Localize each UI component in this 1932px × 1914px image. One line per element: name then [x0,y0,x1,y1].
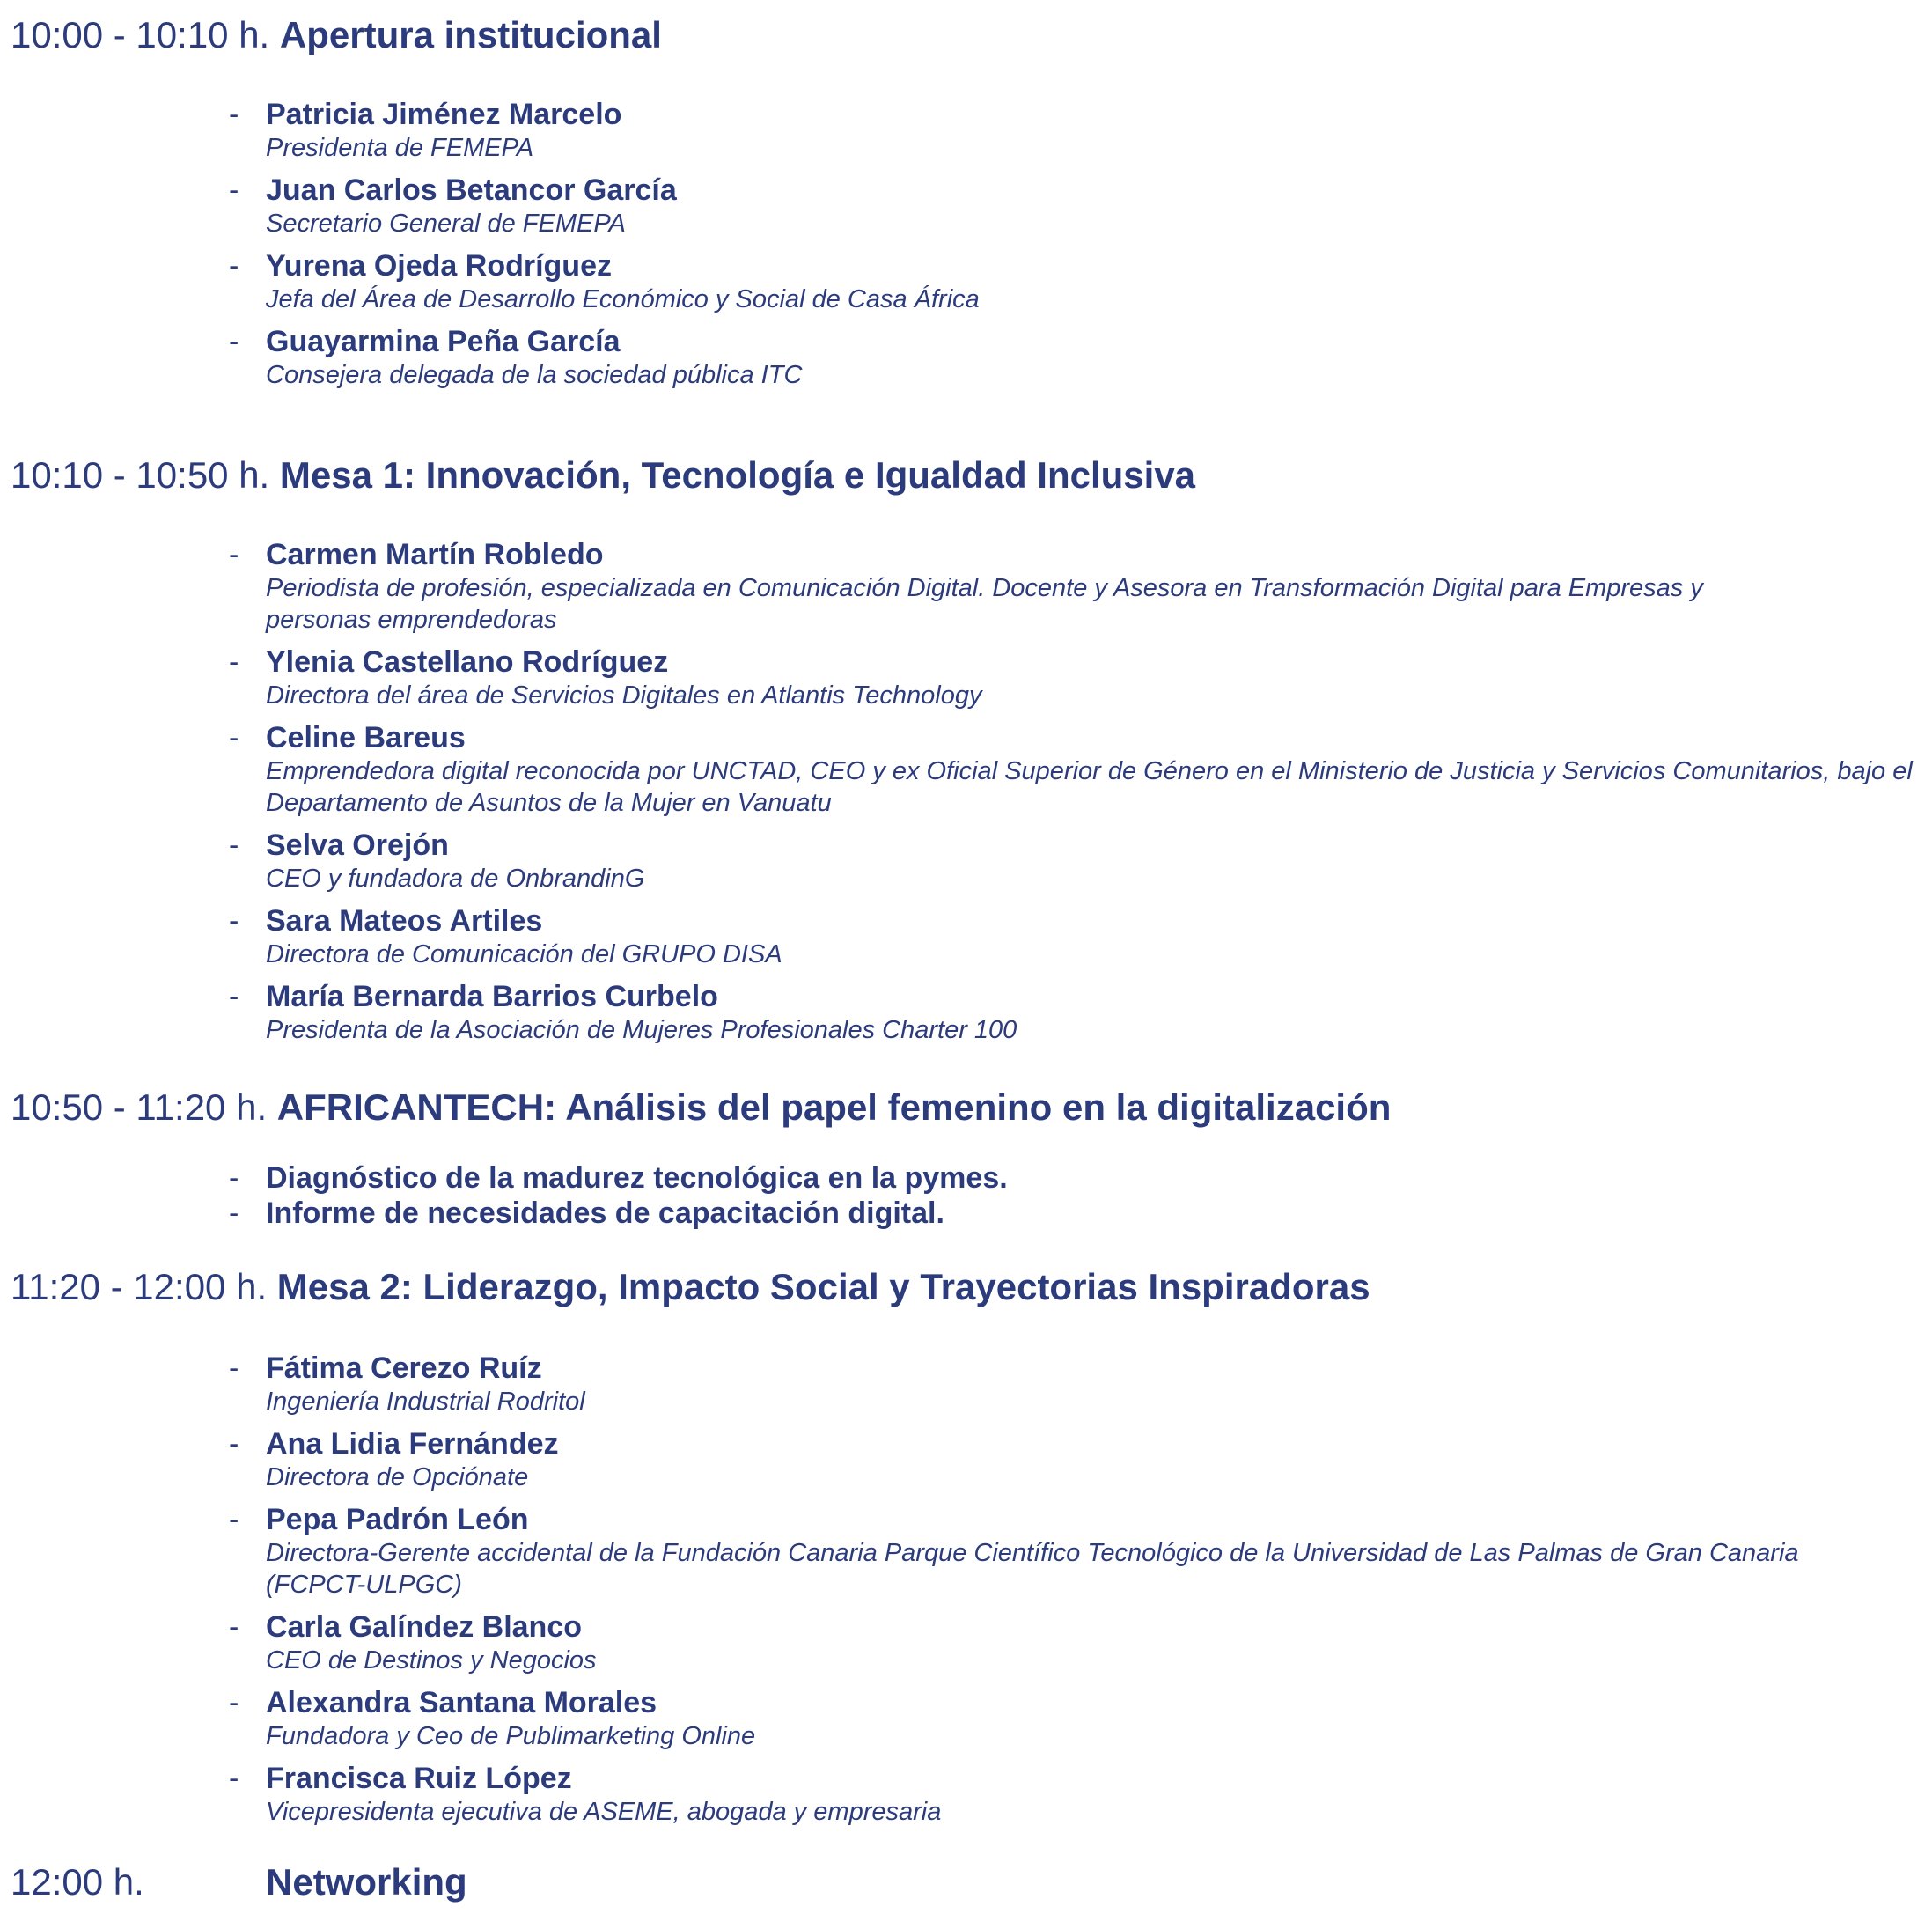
topic-list [229,1160,1901,1231]
speaker-name: Alexandra Santana Morales [266,1686,657,1719]
topic-text: Diagnóstico de la madurez tecnológica en la pymes. [266,1161,1008,1195]
speaker-item [229,1685,1919,1761]
speaker-name: Patricia Jiménez Marcelo [266,98,622,131]
speaker-role: Jefa del Área de Desarrollo Económico y Social de Casa África [266,285,980,313]
session-time: 10:10 - 10:50 h. [11,454,270,496]
topic-item [229,1160,1901,1196]
dash-bullet: - [229,1686,239,1719]
speaker-name: Carla Galíndez Blanco [266,1610,582,1644]
speaker-name: Guayarmina Peña García [266,325,621,358]
speaker-item [229,248,1901,324]
speaker-list [229,1351,1919,1837]
topic-text: Informe de necesidades de capacitación digital. [266,1196,944,1230]
dash-bullet: - [229,904,239,938]
speaker-item [229,979,1919,1055]
speaker-role: Ingeniería Industrial Rodritol [266,1388,585,1416]
dash-bullet: - [229,325,239,358]
speaker-item [229,1502,1919,1609]
speaker-role: Fundadora y Ceo de Publimarketing Online [266,1722,756,1750]
speaker-name: Francisca Ruiz López [266,1762,572,1795]
speaker-role: Emprendedora digital reconocida por UNCTAD, CEO y ex Oficial Superior de Género en el Ministerio de Justicia y Servicios Comunitarios, bajo el Departamento de Asuntos de la Mujer en Vanuatu [266,757,1913,817]
speaker-role: Secretario General de FEMEPA [266,210,626,238]
speaker-item [229,537,1919,644]
speaker-item [229,720,1919,828]
speaker-item [229,173,1901,248]
speaker-name: Carmen Martín Robledo [266,538,604,571]
speaker-item [229,97,1901,173]
speaker-name: Sara Mateos Artiles [266,904,543,938]
speaker-item [229,1609,1919,1685]
session-heading [11,12,662,58]
speaker-role: Vicepresidenta ejecutiva de ASEME, abogada y empresaria [266,1798,942,1826]
dash-bullet: - [229,1427,239,1461]
speaker-name: Pepa Padrón León [266,1503,529,1536]
speaker-item [229,644,1919,720]
session-time: 11:20 - 12:00 h. [11,1266,268,1307]
speaker-role: Presidenta de la Asociación de Mujeres Profesionales Charter 100 [266,1016,1017,1044]
session-title: Apertura institucional [279,14,662,55]
speaker-item [229,903,1919,979]
speaker-name: Fátima Cerezo Ruíz [266,1351,542,1385]
dash-bullet: - [229,1762,239,1795]
speaker-name: María Bernarda Barrios Curbelo [266,980,718,1013]
speaker-item [229,828,1919,903]
speaker-role: Directora del área de Servicios Digitales en Atlantis Technology [266,681,982,710]
speaker-item [229,1761,1919,1837]
dash-bullet: - [229,173,239,207]
speaker-role: Directora de Opciónate [266,1463,529,1491]
dash-bullet: - [229,721,239,755]
speaker-item [229,1426,1919,1502]
session-heading [11,453,1195,498]
dash-bullet: - [229,249,239,283]
session-time: 10:00 - 10:10 h. [11,14,270,55]
speaker-list [229,537,1919,1055]
dash-bullet: - [229,1503,239,1536]
speaker-name: Ana Lidia Fernández [266,1427,559,1461]
speaker-name: Yurena Ojeda Rodríguez [266,249,612,283]
dash-bullet: - [229,1161,239,1195]
speaker-role: CEO y fundadora de OnbrandinG [266,865,645,893]
session-heading-title [266,1859,467,1905]
dash-bullet: - [229,98,239,131]
session-title: Networking [266,1861,467,1903]
session-title: Mesa 1: Innovación, Tecnología e Igualdad Inclusiva [279,454,1196,496]
speaker-role: Periodista de profesión, especializada en Comunicación Digital. Docente y Asesora en Transformación Digital para Empresas y personas emprendedoras [266,574,1703,634]
speaker-item [229,324,1901,400]
speaker-name: Ylenia Castellano Rodríguez [266,645,669,679]
topic-item [229,1196,1901,1231]
dash-bullet: - [229,980,239,1013]
session-heading [11,1859,144,1905]
speaker-role: Directora-Gerente accidental de la Fundación Canaria Parque Científico Tecnológico de la Universidad de Las Palmas de Gran Canaria (FCPCT-ULPGC) [266,1539,1799,1599]
dash-bullet: - [229,1610,239,1644]
dash-bullet: - [229,1196,239,1230]
session-time: 12:00 h. [11,1861,144,1903]
speaker-item [229,1351,1919,1426]
speaker-role: Consejera delegada de la sociedad pública ITC [266,361,803,389]
speaker-role: CEO de Destinos y Negocios [266,1646,597,1675]
session-heading [11,1264,1370,1310]
session-heading [11,1085,1391,1130]
speaker-name: Juan Carlos Betancor García [266,173,677,207]
dash-bullet: - [229,1351,239,1385]
speaker-role: Directora de Comunicación del GRUPO DISA [266,940,782,968]
session-title: Mesa 2: Liderazgo, Impacto Social y Trayectorias Inspiradoras [276,1266,1370,1307]
dash-bullet: - [229,828,239,862]
speaker-list [229,97,1901,400]
dash-bullet: - [229,645,239,679]
session-title: AFRICANTECH: Análisis del papel femenino en la digitalización [276,1086,1392,1128]
speaker-name: Selva Orejón [266,828,449,862]
dash-bullet: - [229,538,239,571]
speaker-name: Celine Bareus [266,721,466,755]
speaker-role: Presidenta de FEMEPA [266,134,534,162]
session-time: 10:50 - 11:20 h. [11,1086,268,1128]
